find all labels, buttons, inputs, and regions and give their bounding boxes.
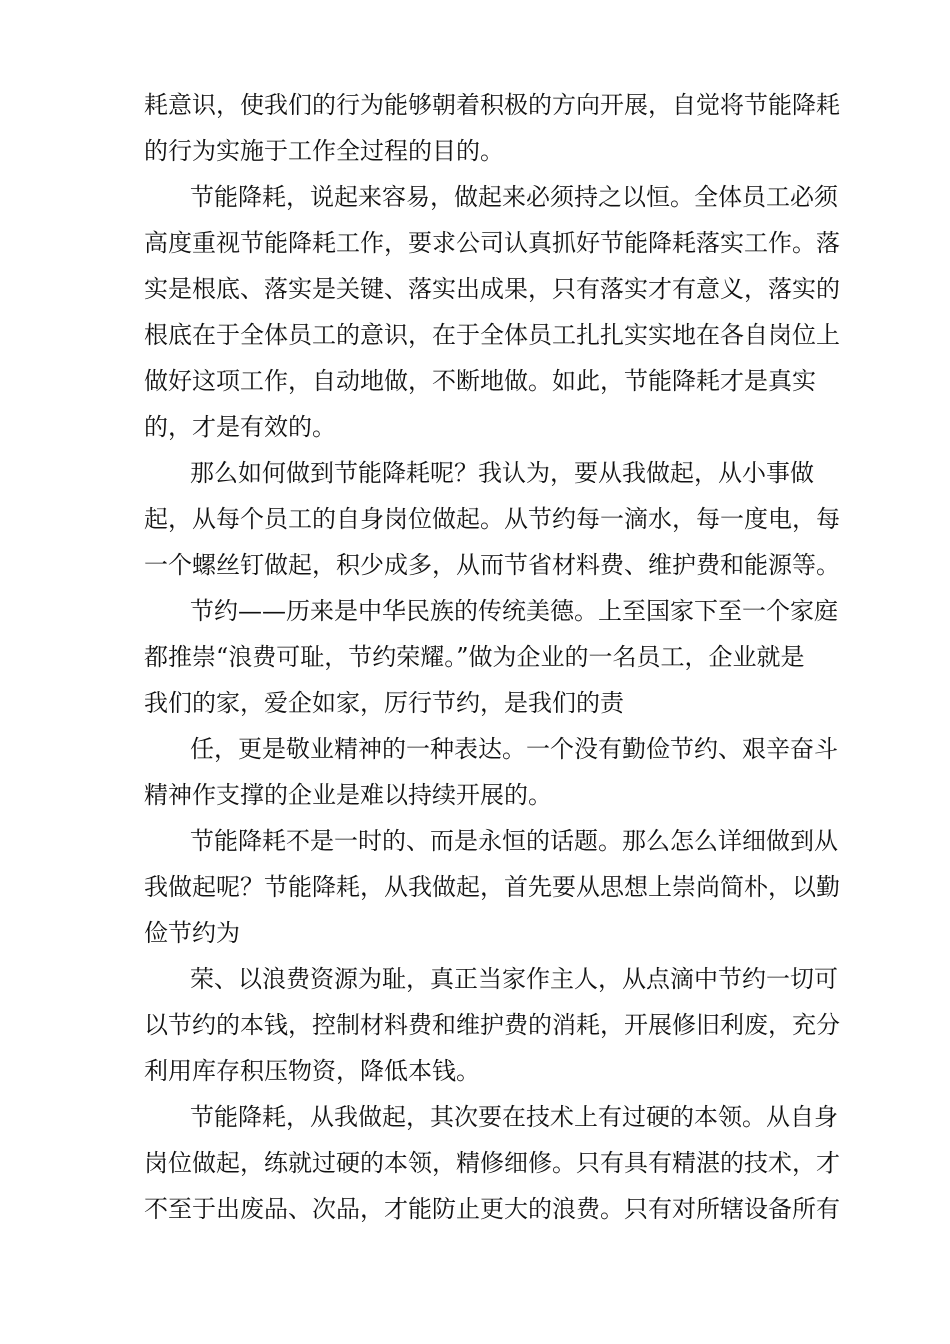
text-line: 的，才是有效的。 <box>144 413 336 441</box>
text-line: 我们的家，爱企如家，厉行节约，是我们的责 <box>144 689 624 717</box>
text-line: 岗位做起，练就过硬的本领，精修细修。只有具有精湛的技术，才 <box>144 1149 840 1177</box>
text-line: 起，从每个员工的自身岗位做起。从节约每一滴水，每一度电，每 <box>144 505 840 533</box>
text-line: 节能降耗不是一时的、而是永恒的话题。那么怎么详细做到从 <box>190 827 838 855</box>
text-line: 我做起呢？节能降耗，从我做起，首先要从思想上崇尚简朴，以勤 <box>144 873 840 901</box>
text-line: 耗意识，使我们的行为能够朝着积极的方向开展，自觉将节能降耗 <box>144 91 840 119</box>
text-line: 都推崇“浪费可耻，节约荣耀。”做为企业的一名员工，企业就是 <box>144 643 805 671</box>
text-line: 实是根底、落实是关键、落实出成果，只有落实才有意义，落实的 <box>144 275 840 303</box>
text-line: 根底在于全体员工的意识，在于全体员工扎扎实实地在各自岗位上 <box>144 321 840 349</box>
text-line: 节能降耗，说起来容易，做起来必须持之以恒。全体员工必须 <box>190 183 838 211</box>
text-line: 荣、以浪费资源为耻，真正当家作主人，从点滴中节约一切可 <box>190 965 838 993</box>
text-line: 利用库存积压物资，降低本钱。 <box>144 1057 480 1085</box>
text-line: 精神作支撑的企业是难以持续开展的。 <box>144 781 552 809</box>
text-line: 俭节约为 <box>144 919 240 947</box>
text-line: 的行为实施于工作全过程的目的。 <box>144 137 504 165</box>
text-line: 不至于出废品、次品，才能防止更大的浪费。只有对所辖设备所有 <box>144 1195 840 1223</box>
text-line: 做好这项工作，自动地做，不断地做。如此，节能降耗才是真实 <box>144 367 816 395</box>
text-line: 以节约的本钱，控制材料费和维护费的消耗，开展修旧利废，充分 <box>144 1011 840 1039</box>
text-line: 任，更是敬业精神的一种表达。一个没有勤俭节约、艰辛奋斗 <box>190 735 838 763</box>
text-line: 那么如何做到节能降耗呢？我认为，要从我做起，从小事做 <box>190 459 814 487</box>
text-line: 高度重视节能降耗工作，要求公司认真抓好节能降耗落实工作。落 <box>144 229 840 257</box>
text-line: 一个螺丝钉做起，积少成多，从而节省材料费、维护费和能源等。 <box>144 551 840 579</box>
text-line: 节约——历来是中华民族的传统美德。上至国家下至一个家庭 <box>190 597 838 625</box>
text-line: 节能降耗，从我做起，其次要在技术上有过硬的本领。从自身 <box>190 1103 838 1131</box>
